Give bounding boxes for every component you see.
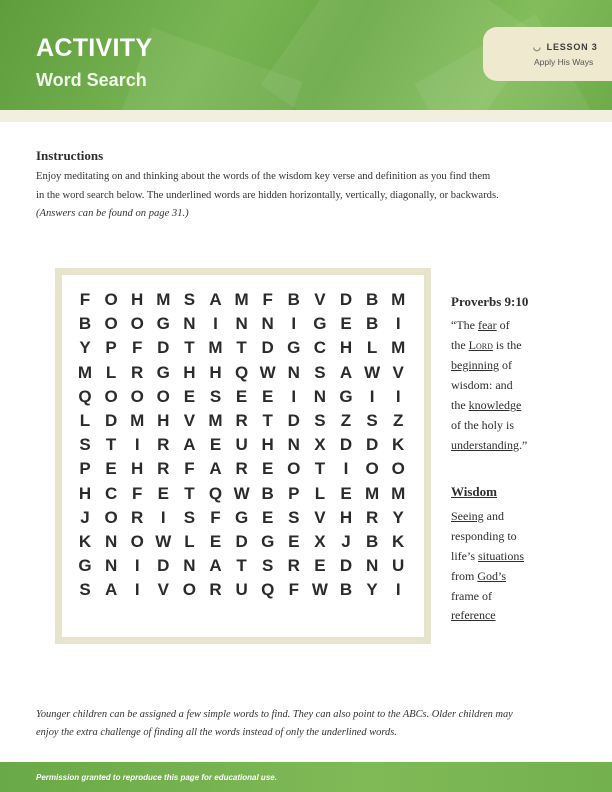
verse-line: of the holy is xyxy=(451,418,514,432)
grid-letter: I xyxy=(395,386,401,406)
grid-letter: H xyxy=(131,290,144,309)
grid-letter: I xyxy=(134,580,140,600)
grid-letter: T xyxy=(184,338,195,358)
instructions-heading: Instructions xyxy=(36,148,104,163)
footer-note-line: enjoy the extra challenge of finding all the words instead of only the underlined words. xyxy=(36,727,397,738)
verse-line xyxy=(451,358,512,373)
grid-letter: U xyxy=(235,435,248,455)
grid-letter: G xyxy=(339,386,353,406)
grid-letter: D xyxy=(339,290,353,309)
underlined-word: beginning xyxy=(451,358,499,372)
grid-letter: V xyxy=(157,580,169,600)
grid-letter: L xyxy=(184,532,195,551)
permission-text: Permission granted to reproduce this page for educational use. xyxy=(36,773,277,782)
grid-letter: H xyxy=(339,338,353,358)
grid-letter: Y xyxy=(79,338,91,358)
grid-letter: O xyxy=(130,386,144,406)
verse-text: is the xyxy=(492,338,522,352)
grid-letter: H xyxy=(131,459,144,479)
grid-letter: I xyxy=(291,386,297,406)
verse-text: of xyxy=(499,358,512,372)
grid-letter: W xyxy=(233,483,250,503)
lesson-label: LESSON 3 xyxy=(546,42,598,52)
grid-letter: G xyxy=(287,338,301,358)
grid-letter: E xyxy=(314,556,326,576)
grid-letter: C xyxy=(313,338,327,358)
grid-letter: S xyxy=(262,556,274,576)
grid-letter: S xyxy=(79,435,91,455)
definition-text: and xyxy=(483,509,504,523)
grid-letter: H xyxy=(261,435,274,455)
grid-letter: M xyxy=(365,483,380,503)
grid-letter: Z xyxy=(340,411,352,430)
grid-letter: O xyxy=(104,290,118,309)
grid-letter: S xyxy=(183,507,196,527)
verse-line: wisdom: and xyxy=(451,378,513,392)
grid-letter: R xyxy=(157,459,170,479)
grid-letter: E xyxy=(209,435,222,455)
grid-letter: R xyxy=(209,580,222,600)
grid-letter: G xyxy=(234,507,249,527)
grid-letter: S xyxy=(366,411,378,430)
grid-letter: E xyxy=(262,386,274,406)
grid-letter: P xyxy=(79,459,91,479)
grid-letter: N xyxy=(261,314,274,334)
footer-note-line: Younger children can be assigned a few simple words to find. They can also point to the ABCs. Older children may xyxy=(36,709,513,720)
grid-letter: D xyxy=(287,411,300,430)
underlined-word: situations xyxy=(478,549,525,563)
grid-letter: S xyxy=(314,411,326,430)
grid-letter: J xyxy=(80,507,90,527)
header-divider-band xyxy=(0,110,612,122)
grid-letter: L xyxy=(79,411,91,430)
grid-letter: P xyxy=(288,483,300,503)
oil-lamp-icon: ◡ xyxy=(533,42,542,52)
grid-letter: M xyxy=(391,338,406,358)
grid-letter: D xyxy=(365,435,379,455)
grid-letter: W xyxy=(311,580,328,600)
grid-letter: G xyxy=(156,362,170,382)
grid-letter: A xyxy=(209,290,222,309)
grid-letter: F xyxy=(131,483,143,503)
grid-letter: G xyxy=(156,314,170,334)
footer-note xyxy=(36,706,581,742)
grid-letter: I xyxy=(395,314,401,334)
grid-letter: E xyxy=(262,507,274,527)
grid-letter: B xyxy=(78,314,92,334)
grid-letter: F xyxy=(262,290,273,309)
grid-letter: A xyxy=(209,556,222,576)
grid-letter: U xyxy=(235,580,248,600)
grid-letter: I xyxy=(134,435,140,455)
grid-letter: I xyxy=(369,386,375,406)
grid-letter: K xyxy=(78,532,92,551)
grid-letter: T xyxy=(262,411,273,430)
grid-letter: O xyxy=(104,386,118,406)
underlined-word: God’s xyxy=(477,569,506,583)
grid-letter: B xyxy=(365,290,379,309)
grid-letter: E xyxy=(288,532,300,551)
grid-letter: D xyxy=(339,556,353,576)
underlined-word: Seeing xyxy=(451,509,484,523)
grid-letter: E xyxy=(340,483,352,503)
grid-letter: L xyxy=(105,362,117,382)
grid-letter: W xyxy=(259,362,276,382)
underlined-word: knowledge xyxy=(468,398,522,412)
grid-letter: O xyxy=(365,459,379,479)
grid-letter: A xyxy=(104,580,118,600)
grid-letter: D xyxy=(235,532,248,551)
grid-letter: F xyxy=(210,507,221,527)
grid-letter: O xyxy=(391,459,405,479)
grid-letter: H xyxy=(183,362,196,382)
grid-letter: N xyxy=(104,556,118,576)
grid-letter: R xyxy=(235,411,248,430)
grid-letter: V xyxy=(183,411,196,430)
grid-letter: W xyxy=(364,362,381,382)
answers-note: (Answers can be found on page 31.) xyxy=(36,208,189,219)
grid-letter: V xyxy=(314,290,326,309)
grid-letter: V xyxy=(314,507,326,527)
grid-letter: Z xyxy=(392,411,404,430)
grid-letter: G xyxy=(261,532,275,551)
grid-letter: H xyxy=(209,362,222,382)
verse-line xyxy=(451,338,522,353)
grid-letter: D xyxy=(157,338,170,358)
grid-letter: X xyxy=(314,435,326,455)
grid-letter: B xyxy=(287,290,300,309)
grid-letter: D xyxy=(157,556,170,576)
verse-line xyxy=(451,438,527,453)
grid-letter: F xyxy=(131,338,143,358)
definition-text: life’s xyxy=(451,549,478,563)
grid-letter: K xyxy=(392,532,405,551)
definition-line xyxy=(451,569,506,584)
grid-letter: R xyxy=(365,507,379,527)
grid-letter: F xyxy=(79,290,91,309)
grid-letter: M xyxy=(391,483,406,503)
grid-letter: E xyxy=(209,532,222,551)
grid-letter: B xyxy=(365,532,379,551)
grid-letter: N xyxy=(104,532,118,551)
grid-letter: O xyxy=(287,459,301,479)
grid-letter: R xyxy=(287,556,300,576)
grid-letter: S xyxy=(209,386,222,406)
grid-letter: I xyxy=(343,459,349,479)
grid-letter: E xyxy=(235,386,248,406)
definition-line xyxy=(451,608,496,623)
grid-letter: D xyxy=(104,411,118,430)
grid-letter: O xyxy=(104,507,118,527)
verse-line xyxy=(451,398,521,413)
grid-letter: V xyxy=(392,362,404,382)
grid-letter: I xyxy=(395,580,401,600)
grid-letter: C xyxy=(104,483,118,503)
grid-letter: T xyxy=(236,338,247,358)
grid-letter: R xyxy=(131,362,144,382)
grid-letter: H xyxy=(339,507,353,527)
lesson-tab xyxy=(483,27,612,81)
grid-letter: Q xyxy=(261,580,275,600)
grid-letter: N xyxy=(235,314,248,334)
grid-letter: Y xyxy=(392,507,404,527)
definition-line: frame of xyxy=(451,589,492,603)
grid-letter: L xyxy=(366,338,378,358)
grid-letter: O xyxy=(130,314,144,334)
underlined-word: Lord xyxy=(468,338,493,352)
grid-letter: Q xyxy=(234,362,249,382)
definition-line xyxy=(451,509,504,524)
activity-title: ACTIVITY xyxy=(36,34,153,62)
grid-letter: E xyxy=(157,483,169,503)
grid-letter: P xyxy=(105,338,117,358)
grid-letter: R xyxy=(131,507,144,527)
grid-letter: W xyxy=(155,532,172,551)
grid-letter: D xyxy=(339,435,353,455)
grid-letter: S xyxy=(183,290,196,309)
grid-letter: U xyxy=(392,556,405,576)
instructions-line: in the word search below. The underlined words are hidden horizontally, vertically, diagonally, or backwards. xyxy=(36,189,499,201)
grid-letter: S xyxy=(288,507,300,527)
verse-text: of xyxy=(496,318,510,332)
grid-letter: R xyxy=(235,459,248,479)
grid-letter: M xyxy=(208,338,223,358)
grid-letter: I xyxy=(213,314,218,334)
grid-letter: O xyxy=(130,532,144,551)
grid-letter: F xyxy=(184,459,195,479)
grid-letter: E xyxy=(262,459,274,479)
verse-text: the xyxy=(451,338,469,352)
definition-line xyxy=(451,549,524,564)
definition-text: from xyxy=(451,569,478,583)
lesson-line xyxy=(533,42,598,53)
grid-letter: D xyxy=(261,338,274,358)
definition-heading: Wisdom xyxy=(451,484,497,499)
grid-letter: Y xyxy=(366,580,378,600)
instructions-text xyxy=(36,168,581,224)
grid-letter: E xyxy=(105,459,117,479)
verse-text: .” xyxy=(519,438,528,452)
grid-letter: L xyxy=(314,483,326,503)
definition-line: responding to xyxy=(451,529,517,543)
grid-letter: S xyxy=(314,362,326,382)
underlined-word: reference xyxy=(451,608,496,622)
grid-letter: M xyxy=(391,290,406,309)
grid-letter: J xyxy=(341,532,351,551)
grid-letter: O xyxy=(156,386,170,406)
grid-letter: T xyxy=(314,459,326,479)
grid-letter: N xyxy=(183,556,196,576)
verse-line xyxy=(451,318,510,333)
grid-letter: N xyxy=(287,362,300,382)
grid-letter: M xyxy=(156,290,171,309)
grid-letter: M xyxy=(130,411,145,430)
grid-letter: H xyxy=(78,483,92,503)
grid-letter: A xyxy=(339,362,353,382)
underlined-word: understanding xyxy=(451,438,519,452)
grid-letter: I xyxy=(134,556,140,576)
grid-letter: S xyxy=(79,580,91,600)
grid-letter: N xyxy=(183,314,196,334)
lesson-subtitle: Apply His Ways xyxy=(534,57,594,67)
grid-letter: R xyxy=(157,435,170,455)
grid-letter: O xyxy=(104,314,118,334)
grid-letter: E xyxy=(183,386,196,406)
grid-letter: E xyxy=(340,314,352,334)
grid-letter: B xyxy=(365,314,379,334)
underlined-word: fear xyxy=(477,318,497,332)
grid-letter: Q xyxy=(208,483,223,503)
grid-letter: B xyxy=(339,580,353,600)
grid-letter: M xyxy=(208,411,223,430)
activity-subtitle: Word Search xyxy=(36,70,147,90)
grid-letter: T xyxy=(105,435,117,455)
instructions-line: Enjoy meditating on and thinking about the words of the wisdom key verse and definition as you find them xyxy=(36,171,491,182)
verse-text: the xyxy=(451,398,469,412)
grid-letter: Q xyxy=(78,386,92,406)
grid-letter: G xyxy=(313,314,327,334)
grid-letter: G xyxy=(78,556,92,576)
grid-letter: I xyxy=(291,314,297,334)
grid-letter: I xyxy=(160,507,166,527)
grid-letter: N xyxy=(365,556,379,576)
grid-letter: T xyxy=(236,556,247,576)
grid-letter: A xyxy=(183,435,196,455)
verse-text: “The xyxy=(451,318,478,332)
grid-letter: T xyxy=(184,483,195,503)
grid-letter: F xyxy=(288,580,299,600)
verse-reference: Proverbs 9:10 xyxy=(451,294,529,309)
grid-letter: B xyxy=(261,483,274,503)
grid-letter: X xyxy=(314,532,326,551)
grid-letter: K xyxy=(392,435,405,455)
grid-letter: N xyxy=(313,386,327,406)
grid-letter: M xyxy=(234,290,249,309)
grid-letter: O xyxy=(182,580,196,600)
grid-letter: N xyxy=(287,435,300,455)
grid-letter: M xyxy=(77,362,93,382)
grid-letter: A xyxy=(209,459,222,479)
grid-letter: H xyxy=(157,411,170,430)
